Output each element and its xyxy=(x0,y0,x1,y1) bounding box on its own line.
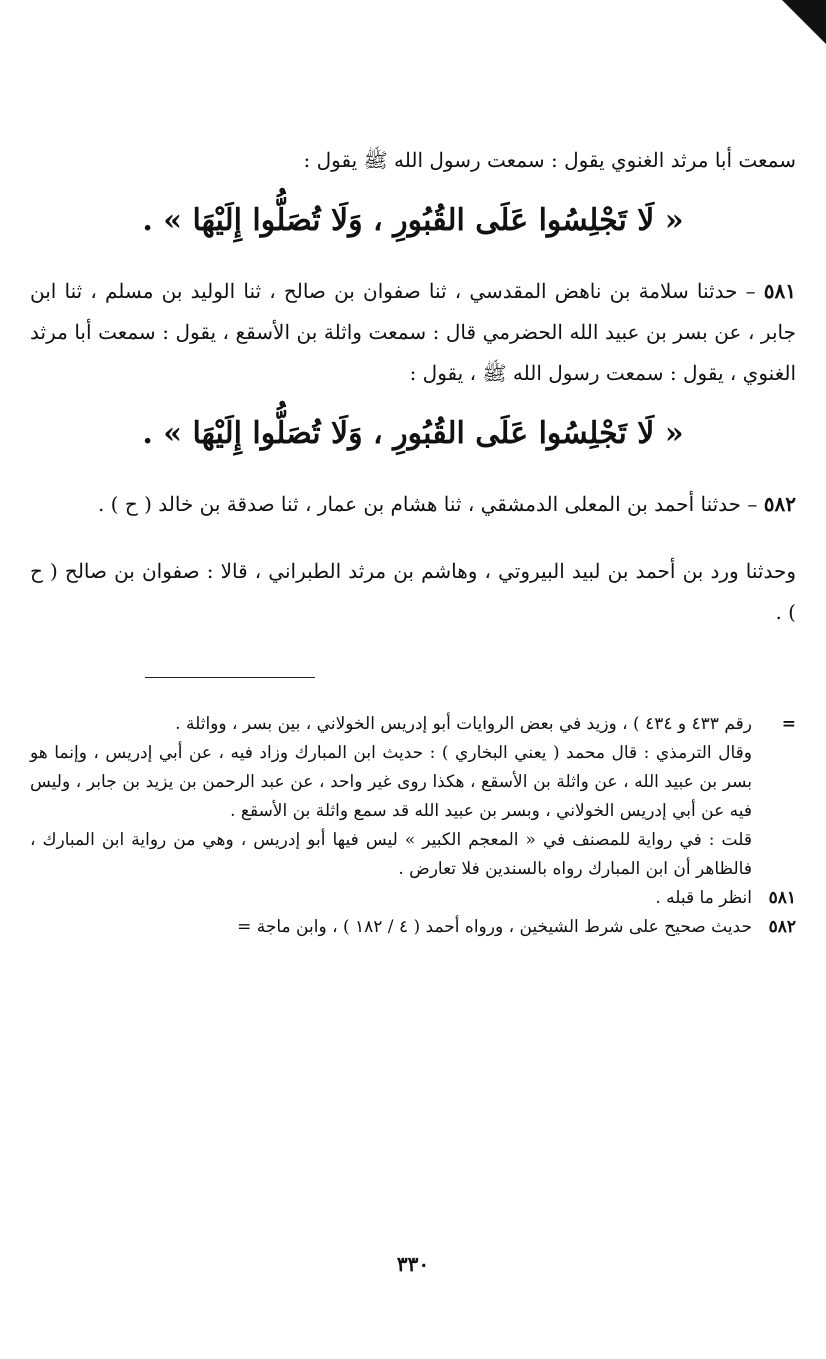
footnote-number-581: ٥٨١ xyxy=(768,888,796,908)
footnote-582 xyxy=(30,913,796,942)
paragraph-chain: وحدثنا ورد بن أحمد بن لبيد البيروتي ، وهاشم بن مرثد الطبراني ، قالا : صفوان بن صالح ( ح ) . xyxy=(30,559,796,624)
footnote-582-text: حديث صحيح على شرط الشيخين ، ورواه أحمد ( ٤ / ١٨٢ ) ، وابن ماجة = xyxy=(237,917,752,937)
hadith-text-1: « لَا تَجْلِسُوا عَلَى القُبُورِ ، وَلَا تُصَلُّوا إِلَيْهَا » . xyxy=(142,203,684,238)
footnote-tirmidhi: وقال الترمذي : قال محمد ( يعني البخاري ) : حديث ابن المبارك وزاد فيه ، عن أبي إدريس ، وإنما هو بسر بن عبيد الله ، عن واثلة بن الأسقع ، هكذا روى غير واحد ، عن عبد الرحمن بن يزيد بن جابر ، وليس فيه عن أبي إدريس الخولاني ، وبسر بن عبيد الله قد سمع واثلة بن الأسقع . xyxy=(30,743,752,821)
page-number: ٣٣٠ xyxy=(396,1252,430,1276)
paragraph-581 xyxy=(30,271,796,394)
paragraph-582 xyxy=(30,484,796,525)
footnote-continued-text: رقم ٤٣٣ و ٤٣٤ ) ، وزيد في بعض الروايات أبو إدريس الخولاني ، بين بسر ، وواثلة . xyxy=(175,714,752,734)
hadith-number-581: ٥٨١ xyxy=(763,279,797,303)
paragraph-582-text: – حدثنا أحمد بن المعلى الدمشقي ، ثنا هشام بن عمار ، ثنا صدقة بن خالد ( ح ) . xyxy=(97,492,758,516)
hadith-text-2: « لَا تَجْلِسُوا عَلَى القُبُورِ ، وَلَا تُصَلُّوا إِلَيْهَا » . xyxy=(142,416,684,451)
continuation-mark: = xyxy=(781,714,796,734)
paragraph-intro: سمعت أبا مرثد الغنوي يقول : سمعت رسول الله ﷺ يقول : xyxy=(303,148,796,172)
corner-marker xyxy=(782,0,826,44)
footnote-581-text: انظر ما قبله . xyxy=(655,888,752,908)
paragraph-581-text: – حدثنا سلامة بن ناهض المقدسي ، ثنا صفوان بن صالح ، ثنا الوليد بن مسلم ، ثنا ابن جابر ، عن بسر بن عبيد الله الحضرمي قال : سمعت واثلة بن الأسقع ، يقول : سمعت أبا مرثد الغنوي ، يقول : سمعت رسول الله ﷺ ، يقول : xyxy=(30,279,796,385)
footnote-number-582: ٥٨٢ xyxy=(768,917,796,937)
footnote-581 xyxy=(30,884,796,913)
footnote-continued xyxy=(30,710,796,739)
page-body xyxy=(30,140,796,1359)
hadith-number-582: ٥٨٢ xyxy=(763,492,796,516)
footnote-comment: قلت : في رواية للمصنف في « المعجم الكبير » ليس فيها أبو إدريس ، وهي من رواية ابن المبارك ، فالظاهر أن ابن المبارك رواه بالسندين فلا تعارض . xyxy=(30,830,752,879)
footnote-divider xyxy=(145,677,315,678)
